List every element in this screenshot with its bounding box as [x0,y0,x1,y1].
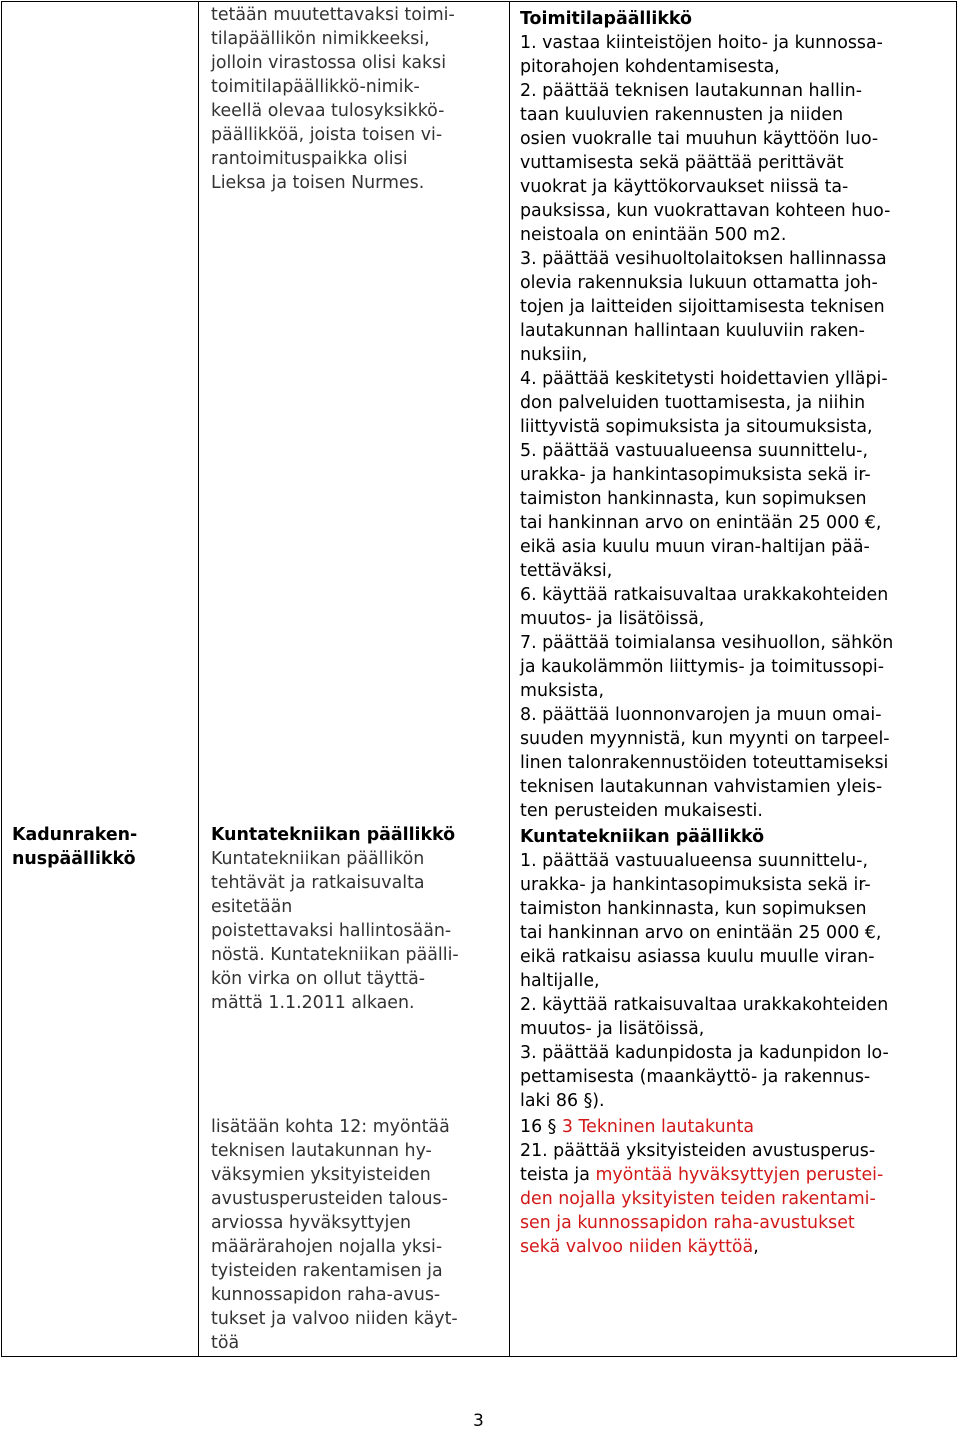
role-label-line-1: Kadunraken- [12,825,138,845]
col3-tp-line-2: pitorahojen kohdentamisesta, [520,57,780,77]
item21-line-5-black: , [753,1237,759,1257]
col3-tp-line-8: pauksissa, kun vuokrattavan kohteen huo- [520,201,891,221]
col3-tp-line-12: tojen ja laitteiden sijoittamisesta teknisen [520,297,885,317]
col3-tp-line-28: muksista, [520,681,604,701]
col3-tp-heading: Toimitilapäällikkö [520,9,692,29]
col2-kt-line-2: tehtävät ja ratkaisuvalta [211,873,425,893]
col2-top-line-7: rantoimituspaikka olisi [211,149,408,169]
col2-add-line-6: määrärahojen nojalla yksi- [211,1237,443,1257]
col3-kt-line-3: taimiston hankinnasta, kun sopimuksen [520,899,867,919]
col3-tp-line-14: nuksiin, [520,345,588,365]
item21-line-4: sen ja kunnossapidon raha-avustukset [520,1213,855,1233]
col3-tp-line-4: taan kuuluvien rakennusten ja niiden [520,105,844,125]
col2-add-line-10: töä [211,1333,240,1353]
section-title: 3 Tekninen lautakunta [561,1117,755,1137]
col2-kt-line-1: Kuntatekniikan päällikön [211,849,425,869]
col2-kt-heading: Kuntatekniikan päällikkö [211,825,456,845]
col3-kt-line-6: haltijalle, [520,971,600,991]
col3-tp-line-16: don palveluiden tuottamisesta, ja niihin [520,393,866,413]
col2-top-line-1: tetään muutettavaksi toimi- [211,5,455,25]
col2-kt-line-7: mättä 1.1.2011 alkaen. [211,993,415,1013]
col3-tp-line-29: 8. päättää luonnonvarojen ja muun omai- [520,705,882,725]
col3-kt-line-1: 1. päättää vastuualueensa suunnittelu-, [520,851,868,871]
col3-tp-line-27: ja kaukolämmön liittymis- ja toimitussopi- [520,657,884,677]
section-heading [520,1115,754,1139]
col3-tp-line-18: 5. päättää vastuualueensa suunnittelu-, [520,441,868,461]
col3-kt-line-9: 3. päättää kadunpidosta ja kadunpidon lo- [520,1043,889,1063]
col2-top-line-4: toimitilapäällikkö-nimik- [211,77,420,97]
col2-add-line-9: tukset ja valvoo niiden käyt- [211,1309,458,1329]
col2-add-line-7: tyisteiden rakentamisen ja [211,1261,443,1281]
col3-tp-line-21: tai hankinnan arvo on enintään 25 000 €, [520,513,882,533]
col2-add-line-4: avustusperusteiden talous- [211,1189,448,1209]
col2-add-line-1: lisätään kohta 12: myöntää [211,1117,450,1137]
col3-kt-line-10: pettamisesta (maankäyttö- ja rakennus- [520,1067,871,1087]
col3-tp-line-13: lautakunnan hallintaan kuuluviin raken- [520,321,865,341]
item21-line-2-black: teista ja [520,1165,596,1185]
col2-add-line-2: teknisen lautakunnan hy- [211,1141,432,1161]
col2-kt-line-6: kön virka on ollut täyttä- [211,969,426,989]
column-divider-1 [198,1,199,1357]
item21-line-3: den nojalla yksityisten teiden rakentami- [520,1189,876,1209]
col2-kt-line-4: poistettavaksi hallintosään- [211,921,452,941]
col3-tp-line-5: osien vuokralle tai muuhun käyttöön luo- [520,129,879,149]
role-label-line-2: nuspäällikkö [12,849,136,869]
col3-tp-line-30: suuden myynnistä, kun myynti on tarpeel- [520,729,890,749]
item21-line-2 [520,1163,883,1187]
col3-tp-line-32: teknisen lautakunnan vahvistamien yleis- [520,777,883,797]
col3-kt-line-11: laki 86 §). [520,1091,605,1111]
col3-kt-line-8: muutos- ja lisätöissä, [520,1019,705,1039]
col3-tp-line-15: 4. päättää keskitetysti hoidettavien ylläpi- [520,369,888,389]
col3-tp-line-11: olevia rakennuksia lukuun ottamatta joh- [520,273,878,293]
col3-tp-line-25: muutos- ja lisätöissä, [520,609,705,629]
item21-line-5-red: sekä valvoo niiden käyttöä [520,1237,754,1257]
col3-tp-line-3: 2. päättää teknisen lautakunnan hallin- [520,81,862,101]
col3-tp-line-31: linen talonrakennustöiden toteuttamiseksi [520,753,889,773]
col3-kt-line-7: 2. käyttää ratkaisuvaltaa urakkakohteiden [520,995,889,1015]
col3-tp-line-19: urakka- ja hankintasopimuksista sekä ir- [520,465,871,485]
col3-tp-line-20: taimiston hankinnasta, kun sopimuksen [520,489,867,509]
item21-line-1: 21. päättää yksityisteiden avustusperus- [520,1141,876,1161]
col3-tp-line-33: ten perusteiden mukaisesti. [520,801,763,821]
col3-kt-line-5: eikä ratkaisu asiassa kuulu muulle viran- [520,947,875,967]
col2-kt-line-3: esitetään [211,897,293,917]
col2-top-line-8: Lieksa ja toisen Nurmes. [211,173,425,193]
col2-top-line-3: jolloin virastossa olisi kaksi [211,53,447,73]
item21-line-2-red: myöntää hyväksyttyjen perustei- [595,1165,884,1185]
col2-top-line-6: päällikköä, joista toisen vi- [211,125,443,145]
col3-kt-line-2: urakka- ja hankintasopimuksista sekä ir- [520,875,871,895]
column-divider-2 [509,1,510,1357]
item21-line-5 [520,1235,759,1259]
section-number: 16 § [520,1117,557,1137]
col2-add-line-8: kunnossapidon raha-avus- [211,1285,441,1305]
col3-tp-line-23: tettäväksi, [520,561,613,581]
col2-kt-line-5: nöstä. Kuntatekniikan päälli- [211,945,459,965]
col3-tp-line-1: 1. vastaa kiinteistöjen hoito- ja kunnossa- [520,33,883,53]
col3-kt-line-4: tai hankinnan arvo on enintään 25 000 €, [520,923,882,943]
col3-tp-line-17: liittyvistä sopimuksista ja sitoumuksista, [520,417,873,437]
col2-top-line-2: tilapäällikön nimikkeeksi, [211,29,430,49]
col3-tp-line-7: vuokrat ja käyttökorvaukset niissä ta- [520,177,849,197]
page-number: 3 [473,1411,484,1431]
col2-add-line-5: arviossa hyväksyttyjen [211,1213,412,1233]
col3-kt-heading: Kuntatekniikan päällikkö [520,827,765,847]
col3-tp-line-26: 7. päättää toimialansa vesihuollon, sähkön [520,633,894,653]
col3-tp-line-10: 3. päättää vesihuoltolaitoksen hallinnassa [520,249,887,269]
col3-tp-line-24: 6. käyttää ratkaisuvaltaa urakkakohteiden [520,585,889,605]
col2-top-line-5: keellä olevaa tulosyksikkö- [211,101,445,121]
col2-add-line-3: väksymien yksityisteiden [211,1165,431,1185]
col3-tp-line-22: eikä asia kuulu muun viran-haltijan pää- [520,537,870,557]
col3-tp-line-6: vuttamisesta sekä päättää perittävät [520,153,844,173]
col3-tp-line-9: neistoala on enintään 500 m2. [520,225,787,245]
